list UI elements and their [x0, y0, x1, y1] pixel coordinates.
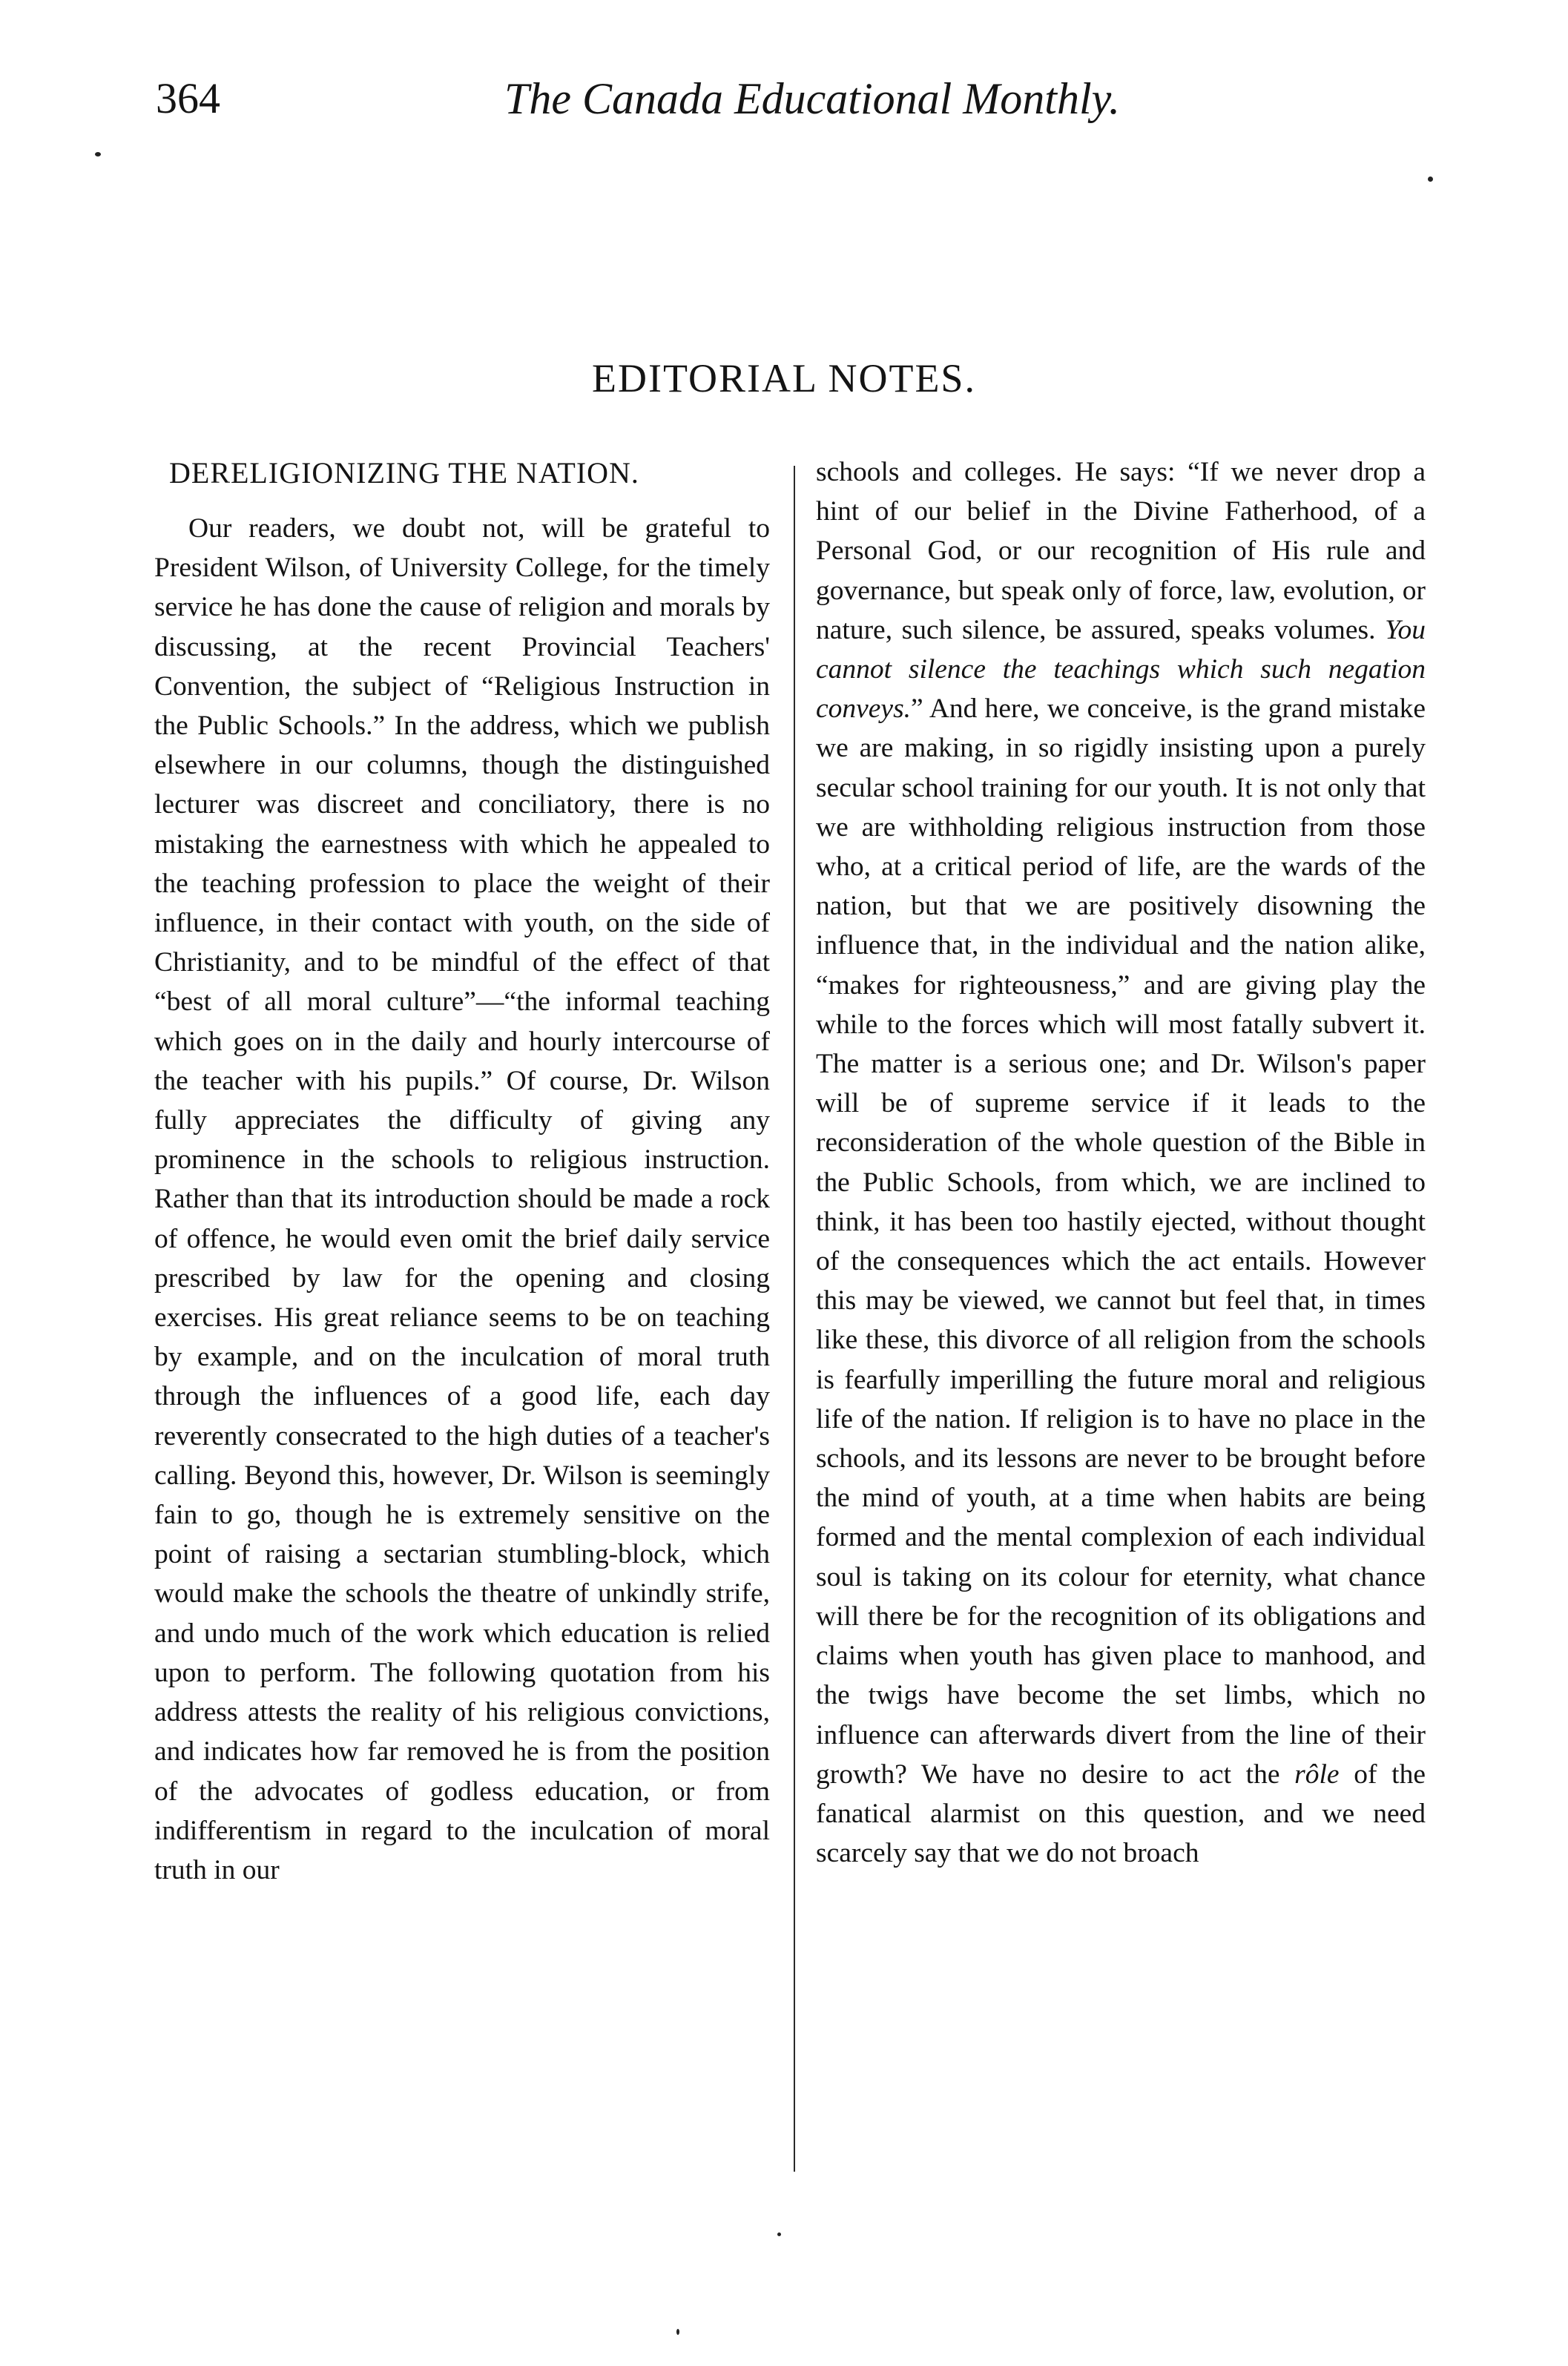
article-paragraph: Our readers, we doubt not, will be grateful to President Wilson, of University College, for the timely service he has done the cause of religion and morals by discussing, at the recent Provincial Teachers' Convention, the subject of “Religious Instruction in the Public Schools.” In the address, which we publish elsewhere in our columns, though the distinguished lecturer was discreet and conciliatory, there is no mistaking the earnestness with which he appealed to the teaching profession to place the weight of their influence, in their contact with youth, on the side of Christianity, and to be mindful of the effect of that “best of all moral culture”—“the informal teaching which goes on in the daily and hourly intercourse of the teacher with his pupils.” Of course, Dr. Wilson fully appreciates the difficulty of giving any prominence in the schools to religious instruction. Rather than that its introduction should be made a rock of offence, he would even omit the brief daily service prescribed by law for the opening and closing exercises. His great reliance seems to be on teaching by example, and on the inculcation of moral truth through the influences of a good life, each day reverently consecrated to the high duties of a teacher's calling. Beyond this, however, Dr. Wilson is seemingly fain to go, though he is extremely sensitive on the point of raising a sectarian stumbling-block, which would make the schools the theatre of unkindly strife, and undo much of the work which education is relied upon to perform. The following quotation from his address attests the reality of his religious convictions, and indicates how far removed he is from the position of the advocates of godless education, or from indifferentism in regard to the inculcation of moral truth in our — [154, 513, 770, 1885]
print-speck — [1428, 177, 1433, 182]
journal-title: The Canada Educational Monthly. — [504, 74, 1120, 123]
right-column — [816, 452, 1426, 1873]
italic-word: rôle — [1294, 1759, 1340, 1790]
article-title: DERELIGIONIZING THE NATION. — [169, 456, 639, 490]
left-column — [154, 452, 770, 1890]
print-speck — [676, 2329, 679, 2335]
print-speck — [777, 2232, 781, 2236]
text-run: ” And here, we conceive, is the grand mistake we are making, in so rigidly insisting upon a purely secular school training for our youth. It is not only that we are withholding religious instruction from those who, at a critical period of life, are the wards of the nation, but that we are positively disowning the influence that, in the individual and the nation alike, “makes for righteousness,” and are giving play the while to the forces which will most fatally subvert it. The matter is a serious one; and Dr. Wilson's paper will be of supreme service if it leads to the reconsideration of the whole question of the Bible in the Public Schools, from which, we are inclined to think, it has been too hastily ejected, without thought of the consequences which the act entails. However this may be viewed, we cannot but feel that, in times like these, this divorce of all religion from the schools is fearfully imperilling the future moral and religious life of the nation. If religion is to have no place in the schools, and its lessons are never to be brought before the mind of youth, at a time when habits are being formed and the mental complexion of each individual soul is taking on its colour for eternity, what chance will there be for the recognition of its obligations and claims when youth has given place to manhood, and the twigs have become the set limbs, which no influence can afterwards divert from the line of their growth? We have no desire to act the — [816, 693, 1426, 1790]
column-divider — [794, 466, 795, 2172]
page-number: 364 — [156, 74, 220, 122]
section-heading: EDITORIAL NOTES. — [592, 356, 976, 401]
article-paragraph-continued — [816, 452, 1426, 1873]
text-run: schools and colleges. He says: “If we never drop a hint of our belief in the Divine Fatherhood, of a Personal God, or our recognition of His rule and governance, but speak only of force, law, evolution, or nature, such silence, be assured, speaks volumes. — [816, 457, 1426, 645]
text-run: of the fanatical alarmist on this question, and we need scarcely say that we do not broach — [816, 1759, 1426, 1869]
italic-quotation: You cannot silence the teachings which such negation conveys. — [816, 614, 1426, 725]
print-speck — [95, 152, 101, 156]
running-head — [156, 58, 1194, 139]
